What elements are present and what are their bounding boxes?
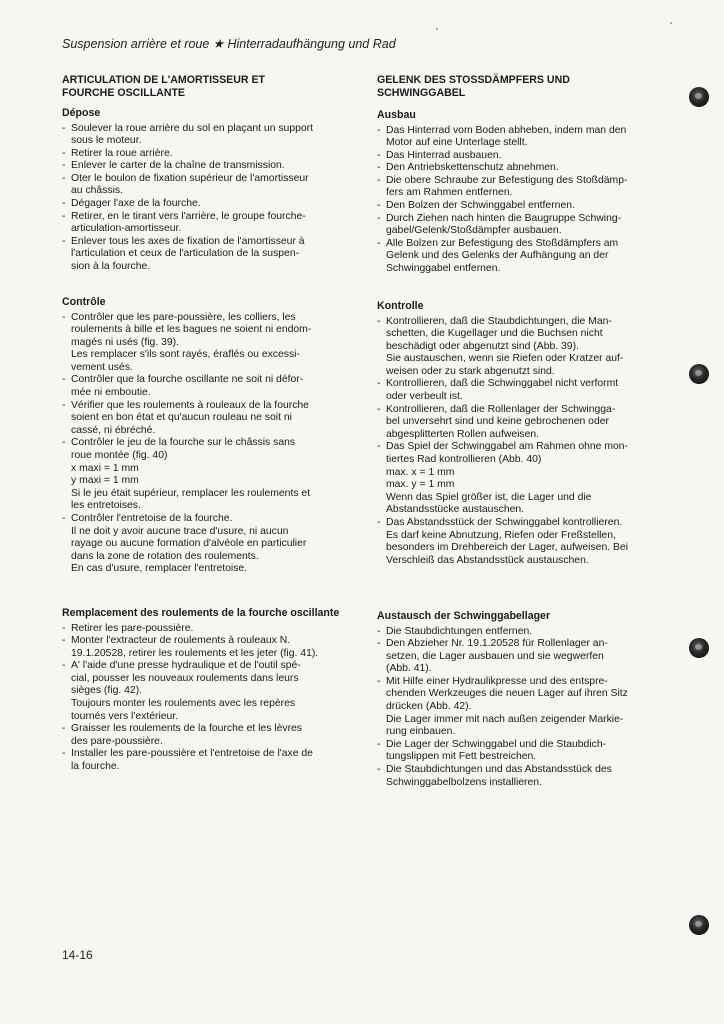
section-heading: Dépose [62,107,101,119]
german-column [377,74,663,788]
instruction-line: max. x = 1 mm [386,466,455,478]
section-heading: Remplacement des roulements de la fourche oscillante [62,607,340,619]
instruction-item [62,723,350,748]
section-heading: Contrôle [62,296,106,308]
instruction-line: Schwinggabel entfernen. [386,263,501,275]
instruction-line: Si le jeu était supérieur, remplacer les roulements et [71,487,311,499]
german-title-line: SCHWINGGABEL [377,86,466,99]
instruction-item [377,378,663,403]
instruction-line: - Die obere Schraube zur Befestigung des Stoßdämp- [386,174,628,186]
instruction-item [62,211,350,236]
instruction-item [62,513,350,576]
instruction-line: oder verbeult ist. [386,391,463,403]
instruction-line: au châssis. [71,185,123,197]
instruction-line: mée ni emboutie. [71,387,151,399]
instruction-line: drücken (Abb. 42). [386,701,472,713]
instruction-line: Gelenk und des Gelenks der Aufhängung an der [386,250,609,262]
instruction-list [62,312,350,576]
instruction-line: - Contrôler que la fourche oscillante ne soit ni défor- [71,374,304,386]
instruction-item [377,213,663,238]
binder-hole-icon [689,364,709,384]
instruction-line: besonders im Drehbereich der Lager, aufweisen. Bei [386,542,629,554]
french-section-remplacement [62,607,350,774]
instruction-line: Toujours monter les roulements avec les repères [71,698,296,710]
instruction-line: - Monter l'extracteur de roulements à rouleaux N. [71,635,291,647]
instruction-item [377,316,663,379]
french-title [62,74,350,99]
section-heading: Austausch der Schwinggabellager [377,610,551,622]
running-header: Suspension arrière et roue ★ Hinterradaufhängung und Rad [62,37,396,51]
french-section-controle [62,296,350,576]
instruction-item [377,764,663,789]
instruction-line: tungslippen mit Fett bestreichen. [386,751,537,763]
instruction-line: - Contrôler que les pare-poussière, les colliers, les [71,311,296,323]
instruction-item [62,160,350,173]
binder-hole-icon [689,638,709,658]
instruction-line: - Das Hinterrad ausbauen. [386,149,502,161]
instruction-line: sion à la fourche. [71,261,151,273]
german-section-ausbau [377,109,663,276]
instruction-line: magés ni usés (fig. 39). [71,336,179,348]
instruction-line: - Den Bolzen der Schwinggabel entfernen. [386,200,575,212]
instruction-line: - Kontrollieren, daß die Rollenlager der Schwingga- [386,403,616,415]
instruction-line: max. y = 1 mm [386,479,455,491]
french-section-depose [62,107,350,274]
instruction-line: 19.1.20528, retirer les roulements et les jeter (fig. 41). [71,647,319,659]
instruction-line: - Den Abzieher Nr. 19.1.20528 für Rollenlager an- [386,638,608,650]
instruction-item [377,404,663,442]
german-title-line: GELENK DES STOSSDÄMPFERS UND [377,74,570,86]
instruction-item [377,200,663,213]
instruction-line: dans la zone de rotation des roulements. [71,550,259,562]
instruction-item [377,162,663,175]
instruction-item [62,400,350,438]
instruction-item [377,441,663,517]
instruction-line: - Retirer les pare-poussière. [71,622,194,634]
instruction-item [377,238,663,276]
instruction-line: - Retirer la roue arrière. [71,147,173,159]
french-title-line: ARTICULATION DE L'AMORTISSEUR ET [62,74,266,86]
instruction-line: sous le moteur. [71,135,142,147]
instruction-line: - Contrôler le jeu de la fourche sur le châssis sans [71,437,296,449]
instruction-line: Verschleiß das Abstandsstück austauschen. [386,554,589,566]
german-title [377,74,663,99]
instruction-line: - Den Antriebskettenschutz abnehmen. [386,162,559,174]
instruction-item [377,175,663,200]
instruction-line: Abstandsstücke austauschen. [386,504,525,516]
german-section-austausch [377,610,663,789]
instruction-line: vement usés. [71,361,133,373]
instruction-line: tournés vers l'extérieur. [71,710,179,722]
instruction-line: fers am Rahmen entfernen. [386,187,513,199]
instruction-item [62,437,350,513]
binder-hole-icon [689,915,709,935]
instruction-item [377,125,663,150]
instruction-item [377,626,663,639]
instruction-line: - Kontrollieren, daß die Schwinggabel nicht verformt [386,378,619,390]
instruction-item [62,748,350,773]
instruction-line: roulements à bille et les bagues ne soient ni endom- [71,324,312,336]
instruction-line: Sie austauschen, wenn sie Riefen oder Kratzer auf- [386,353,624,365]
instruction-line: weisen oder zu stark abgenutzt sind. [386,365,555,377]
instruction-line: cassé, ni ébréché. [71,424,156,436]
instruction-line: (Abb. 41). [386,663,432,675]
instruction-line: tiertes Rad kontrollieren (Abb. 40) [386,454,542,466]
instruction-line: - Installer les pare-poussière et l'entretoise de l'axe de [71,748,313,760]
instruction-item [62,312,350,375]
instruction-item [62,623,350,636]
instruction-line: setzen, die Lager ausbauen und sie wegwerfen [386,650,604,662]
instruction-line: Motor auf eine Unterlage stellt. [386,137,528,149]
instruction-item [62,173,350,198]
instruction-line: - Enlever le carter de la chaîne de transmission. [71,160,285,172]
instruction-line: sièges (fig. 42). [71,685,143,697]
french-column [62,74,350,773]
instruction-line: - Das Hinterrad vom Boden abheben, indem man den [386,124,627,136]
instruction-line: Die Lager immer mit nach außen zeigender Markie- [386,713,624,725]
instruction-line: - Das Abstandsstück der Schwinggabel kontrollieren. [386,517,623,528]
instruction-line: y maxi = 1 mm [71,475,139,487]
instruction-item [377,638,663,676]
instruction-line: - Soulever la roue arrière du sol en plaçant un support [71,122,314,134]
instruction-line: roue montée (fig. 40) [71,450,168,462]
instruction-line: En cas d'usure, remplacer l'entretoise. [71,563,248,575]
instruction-item [62,123,350,148]
instruction-line: - Retirer, en le tirant vers l'arrière, le groupe fourche- [71,210,306,222]
instruction-list [377,125,663,276]
instruction-item [377,739,663,764]
instruction-line: - Durch Ziehen nach hinten die Baugruppe Schwing- [386,212,622,224]
section-heading: Kontrolle [377,300,424,312]
instruction-item [377,676,663,739]
binder-hole-icon [689,87,709,107]
instruction-list [62,623,350,774]
instruction-line: - Enlever tous les axes de fixation de l'amortisseur à [71,235,305,247]
instruction-line: Les remplacer s'ils sont rayés, éraflés ou excessi- [71,349,300,361]
instruction-line: - Mit Hilfe einer Hydraulikpresse und des entspre- [386,675,608,687]
section-heading: Ausbau [377,109,416,121]
instruction-line: schetten, die Kugellager und die Buchsen nicht [386,328,603,340]
scan-speck [436,28,438,30]
instruction-line: - Oter le boulon de fixation supérieur de l'amortisseur [71,172,309,184]
instruction-line: Schwinggabelbolzens installieren. [386,776,542,788]
instruction-line: - Die Staubdichtungen entfernen. [386,625,533,637]
instruction-line: Il ne doit y avoir aucune trace d'usure, ni aucun [71,525,289,537]
instruction-item [62,198,350,211]
instruction-item [377,150,663,163]
instruction-line: Wenn das Spiel größer ist, die Lager und die [386,491,592,503]
instruction-line: - Dégager l'axe de la fourche. [71,198,201,210]
german-section-kontrolle [377,300,663,567]
instruction-line: des pare-poussière. [71,735,163,747]
french-title-line: FOURCHE OSCILLANTE [62,86,186,99]
instruction-line: - Das Spiel der Schwinggabel am Rahmen ohne mon- [386,441,629,453]
page-number: 14-16 [62,948,93,962]
instruction-line: - Die Staubdichtungen und das Abstandsstück des [386,764,612,776]
instruction-line: - Die Lager der Schwinggabel und die Staubdich- [386,738,607,750]
instruction-item [62,374,350,399]
instruction-item [62,148,350,161]
instruction-line: les entretoises. [71,500,141,512]
instruction-line: gabel/Gelenk/Stoßdämpfer ausbauen. [386,225,562,237]
instruction-line: articulation-amortisseur. [71,223,182,235]
instruction-item [377,517,663,567]
instruction-line: - Graisser les roulements de la fourche et les lèvres [71,723,303,735]
instruction-list [62,123,350,274]
instruction-line: - Alle Bolzen zur Befestigung des Stoßdämpfers am [386,237,619,249]
instruction-line: beschädigt oder abgenutzt sind (Abb. 39). [386,340,579,352]
instruction-item [62,236,350,274]
instruction-line: soient en bon état et qu'aucun rouleau ne soit ni [71,412,292,424]
instruction-line: - Contrôler l'entretoise de la fourche. [71,513,233,524]
instruction-line: cial, pousser les nouveaux roulements dans leurs [71,672,299,684]
instruction-line: - Kontrollieren, daß die Staubdichtungen, die Man- [386,315,612,327]
instruction-line: abgesplitterten Rollen aufweisen. [386,428,540,440]
instruction-list [377,316,663,568]
instruction-line: - Vérifier que les roulements à rouleaux de la fourche [71,399,309,411]
instruction-line: bel unversehrt sind und keine gebrochenen oder [386,416,609,428]
scan-speck [670,22,672,24]
instruction-item [62,635,350,660]
instruction-line: x maxi = 1 mm [71,462,139,474]
instruction-line: - A' l'aide d'une presse hydraulique et de l'outil spé- [71,660,301,672]
instruction-item [62,660,350,723]
instruction-list [377,626,663,790]
instruction-line: rayage ou aucune formation d'alvéole en particulier [71,538,307,550]
instruction-line: l'articulation et ceux de l'articulation de la suspen- [71,248,300,260]
instruction-line: la fourche. [71,761,120,773]
instruction-line: chenden Werkzeuges die neuen Lager auf ihren Sitz [386,688,628,700]
instruction-line: rung einbauen. [386,726,456,738]
instruction-line: Es darf keine Abnutzung, Riefen oder Freßstellen, [386,529,616,541]
